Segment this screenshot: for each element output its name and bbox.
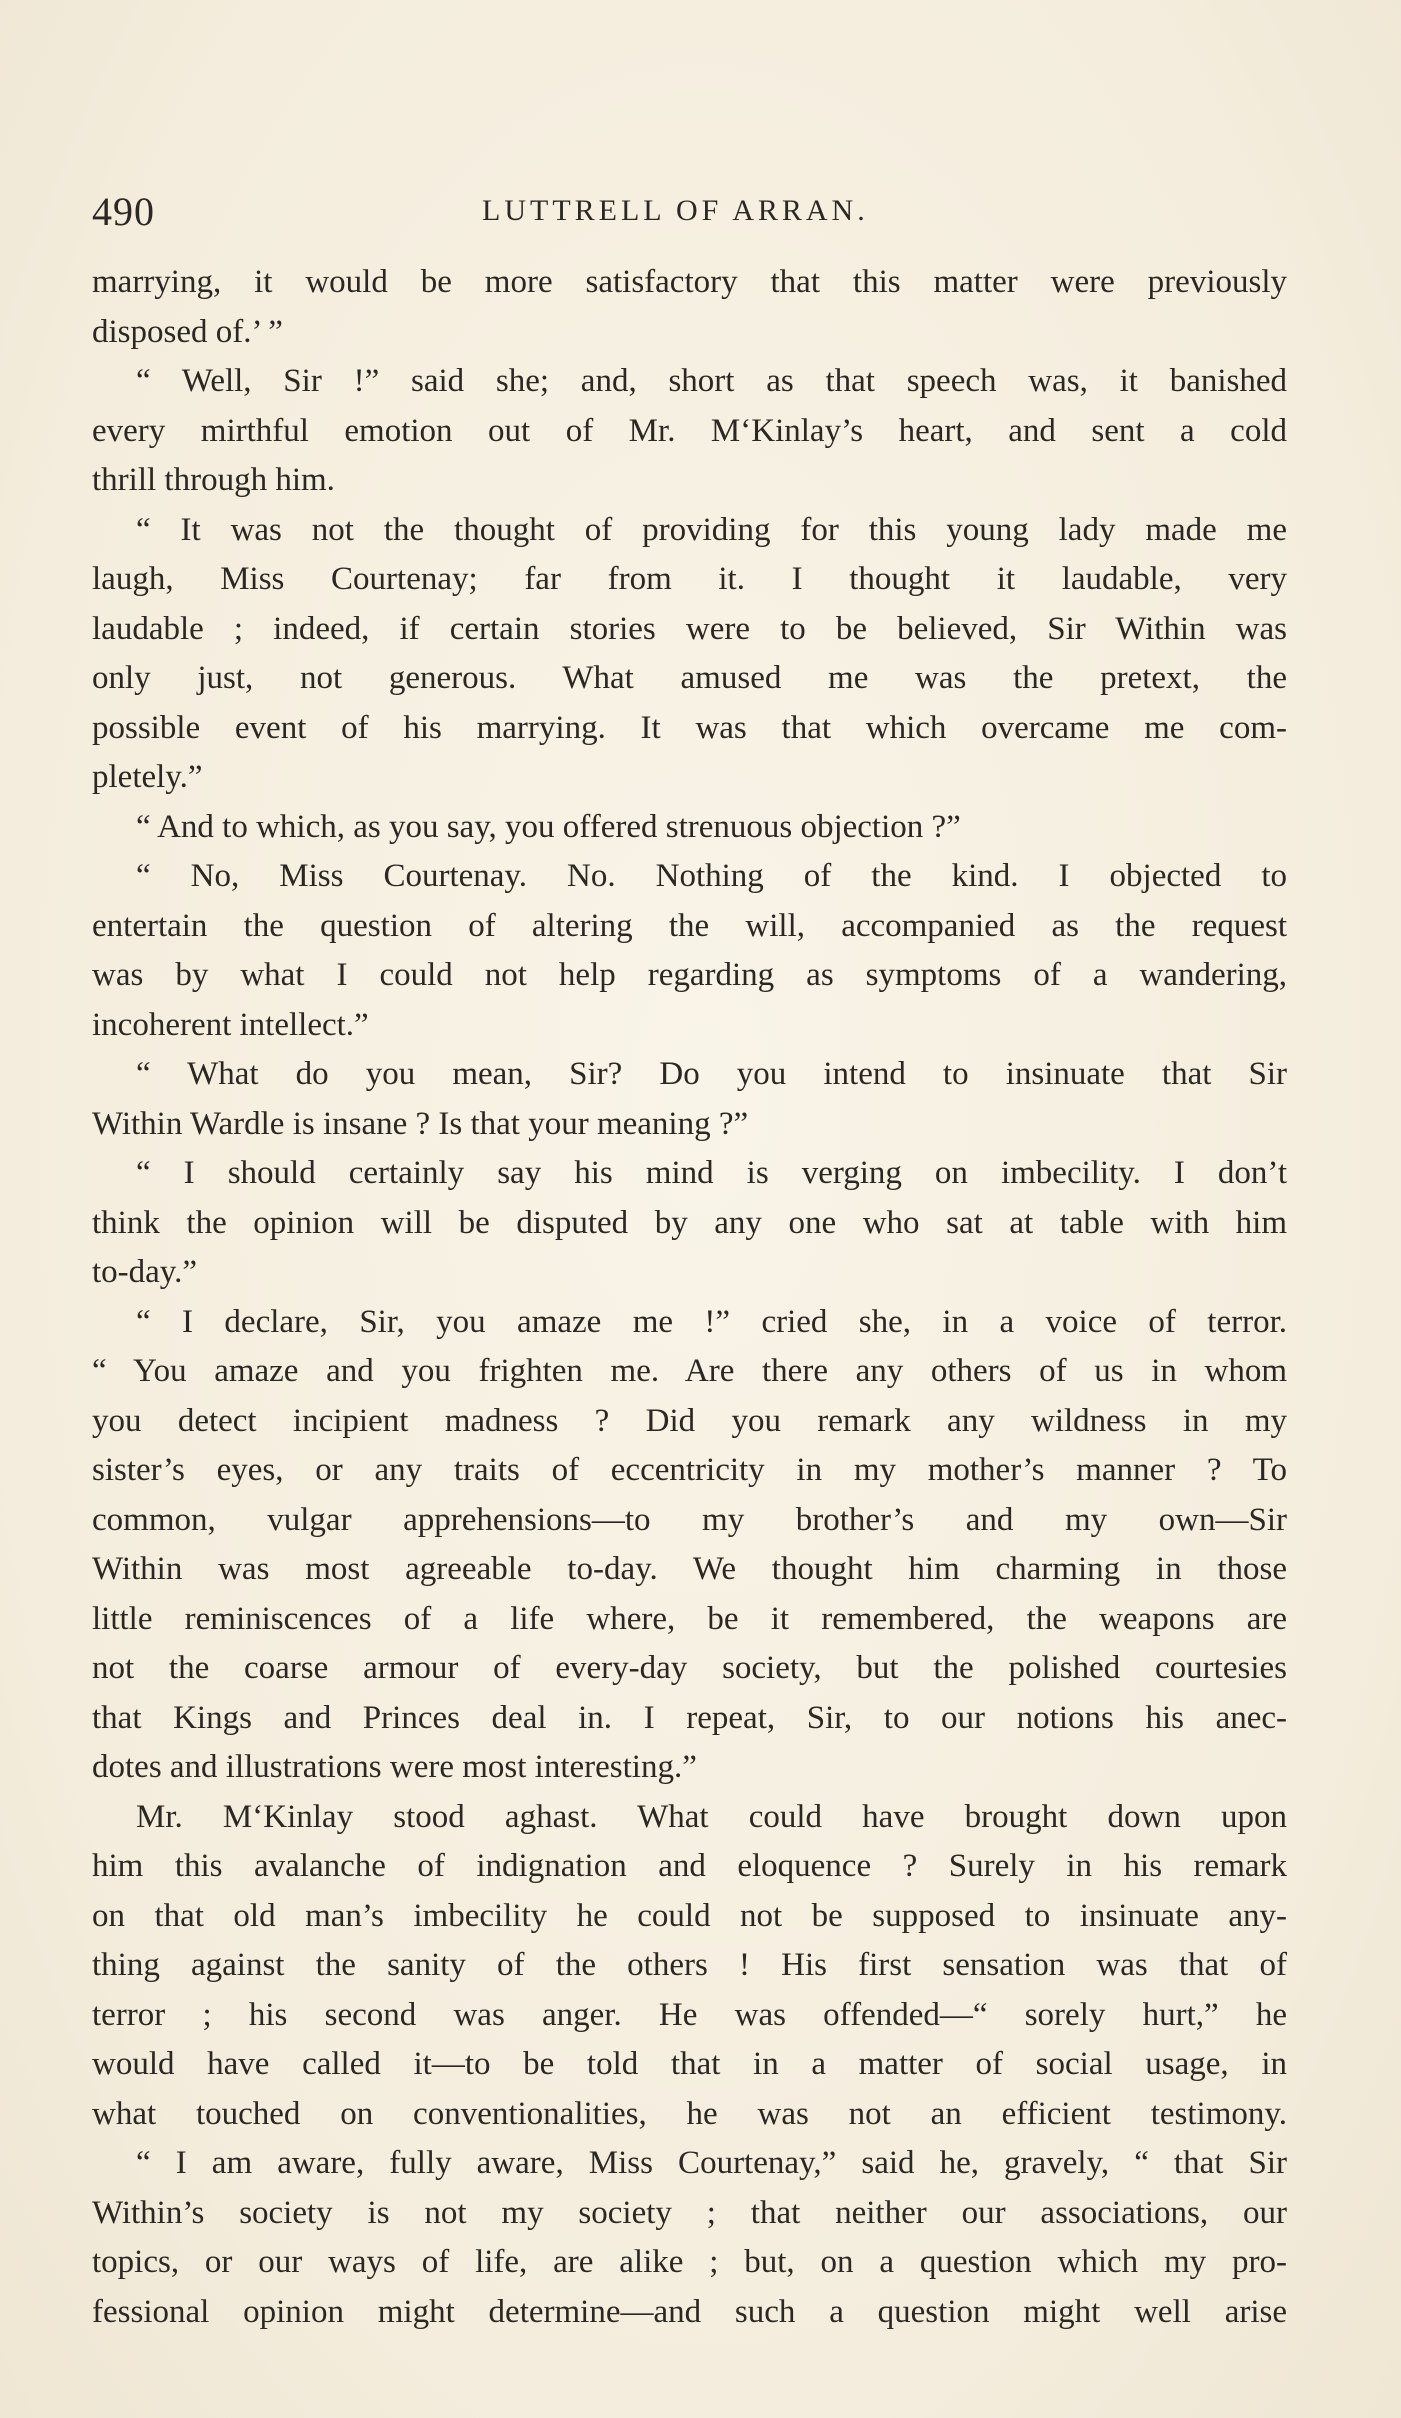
running-title: LUTTRELL OF ARRAN. <box>482 194 869 227</box>
text-line: you detect incipient madness ? Did you remark any wildness in my <box>92 1402 1287 1439</box>
page-number: 490 <box>92 189 155 234</box>
text-line: dotes and illustrations were most interesting.” <box>92 1749 697 1785</box>
text-line: Mr. M‘Kinlay stood aghast. What could have brought down upon <box>136 1798 1287 1835</box>
text-line: entertain the question of altering the will, accompanied as the request <box>92 907 1287 944</box>
text-line: “ It was not the thought of providing for this young lady made me <box>136 511 1287 548</box>
text-line: common, vulgar apprehensions—to my brother’s and my own—Sir <box>92 1501 1287 1538</box>
text-line: possible event of his marrying. It was that which overcame me com- <box>92 709 1287 746</box>
text-line: thing against the sanity of the others ! His first sensation was that of <box>92 1947 1287 1983</box>
text-line: laudable ; indeed, if certain stories were to be believed, Sir Within was <box>92 610 1287 647</box>
text-line: laugh, Miss Courtenay; far from it. I thought it laudable, very <box>92 561 1287 597</box>
text-line: would have called it—to be told that in a matter of social usage, in <box>92 2046 1287 2082</box>
text-line: little reminiscences of a life where, be it remembered, the weapons are <box>92 1600 1287 1637</box>
page-header <box>92 188 1292 248</box>
text-line: disposed of.’ ” <box>92 313 283 350</box>
text-line: “ You amaze and you frighten me. Are there any others of us in whom <box>92 1353 1287 1389</box>
text-line: pletely.” <box>92 759 203 795</box>
text-line: thrill through him. <box>92 462 335 498</box>
text-line: every mirthful emotion out of Mr. M‘Kinlay’s heart, and sent a cold <box>92 412 1287 449</box>
text-line: was by what I could not help regarding as symptoms of a wandering, <box>92 957 1287 993</box>
text-line: to-day.” <box>92 1254 198 1290</box>
text-line: incoherent intellect.” <box>92 1006 369 1043</box>
text-line: “ I am aware, fully aware, Miss Courtenay,” said he, gravely, “ that Sir <box>136 2145 1287 2181</box>
text-line: “ I should certainly say his mind is verging on imbecility. I don’t <box>136 1155 1287 1191</box>
text-line: topics, or our ways of life, are alike ; but, on a question which my pro- <box>92 2244 1287 2280</box>
body-text <box>92 258 1287 2337</box>
text-line: “ And to which, as you say, you offered strenuous objection ?” <box>136 808 961 845</box>
text-line: think the opinion will be disputed by any one who sat at table with him <box>92 1204 1287 1241</box>
text-line: only just, not generous. What amused me was the pretext, the <box>92 660 1287 696</box>
text-line: marrying, it would be more satisfactory that this matter were previously <box>92 264 1287 300</box>
text-line: “ I declare, Sir, you amaze me !” cried she, in a voice of terror. <box>136 1303 1287 1340</box>
text-line: him this avalanche of indignation and eloquence ? Surely in his remark <box>92 1848 1287 1884</box>
text-line: terror ; his second was anger. He was offended—“ sorely hurt,” he <box>92 1996 1287 2033</box>
text-line: “ What do you mean, Sir? Do you intend to insinuate that Sir <box>136 1056 1287 1092</box>
text-line: “ Well, Sir !” said she; and, short as that speech was, it banished <box>136 363 1287 399</box>
text-line: what touched on conventionalities, he was not an efficient testimony. <box>92 2095 1287 2132</box>
text-line: on that old man’s imbecility he could not be supposed to insinuate any- <box>92 1897 1287 1934</box>
text-line: sister’s eyes, or any traits of eccentricity in my mother’s manner ? To <box>92 1452 1287 1488</box>
text-line: Within was most agreeable to-day. We thought him charming in those <box>92 1551 1287 1587</box>
text-line: fessional opinion might determine—and such a question might well arise <box>92 2293 1287 2330</box>
text-line: not the coarse armour of every-day society, but the polished courtesies <box>92 1650 1287 1686</box>
text-line: that Kings and Princes deal in. I repeat, Sir, to our notions his anec- <box>92 1699 1287 1736</box>
text-line: Within’s society is not my society ; that neither our associations, our <box>92 2194 1287 2231</box>
text-line: “ No, Miss Courtenay. No. Nothing of the kind. I objected to <box>136 858 1287 894</box>
text-line: Within Wardle is insane ? Is that your meaning ?” <box>92 1105 749 1142</box>
